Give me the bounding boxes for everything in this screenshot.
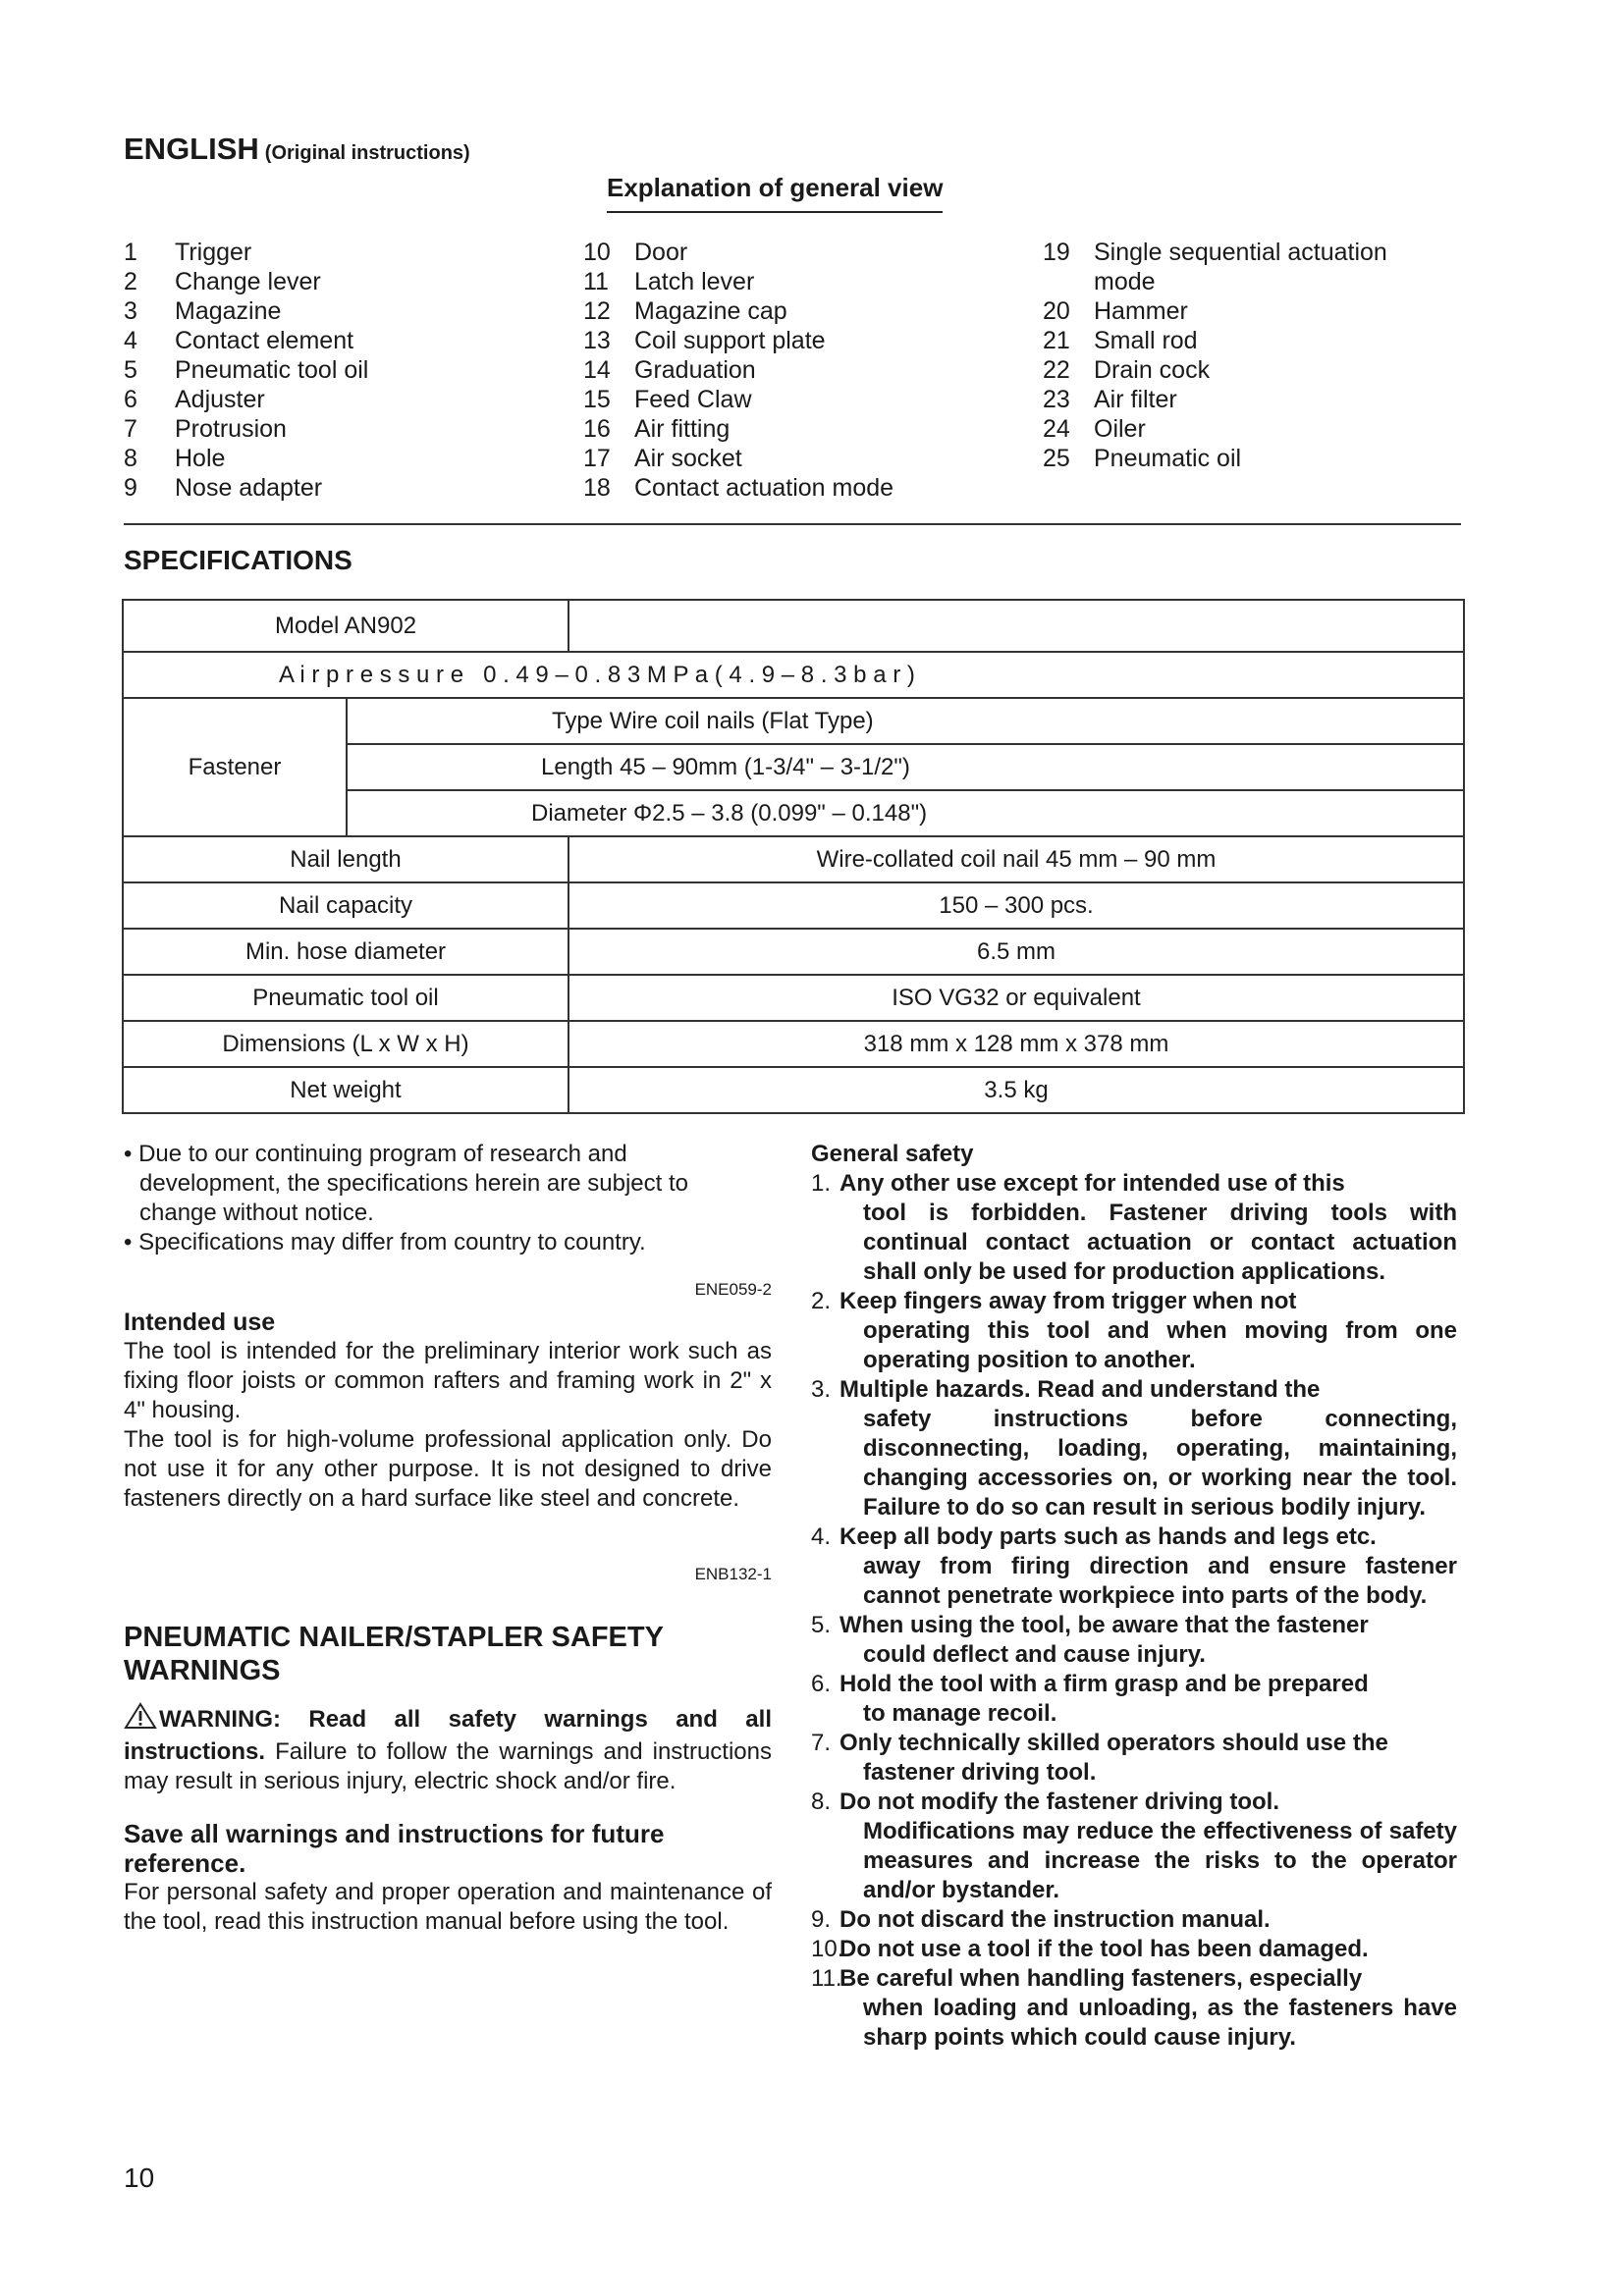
specifications-title: SPECIFICATIONS [124,545,352,575]
intended-use-section [124,1308,772,1514]
spec-note: • Specifications may differ from country to country. [124,1229,646,1255]
general-safety-title: General safety [811,1141,974,1167]
table-row [123,836,1464,882]
legend-item: 8 Hole [124,445,226,472]
list-item: 10. Do not use a tool if the tool has been damaged. [811,1936,1369,1962]
fastener-length-cell: Length 45 – 90mm (1-3/4" – 3-1/2") [347,744,1464,790]
spec-value-cell: 318 mm x 128 mm x 378 mm [568,1021,1464,1067]
table-row [123,652,1464,698]
fastener-label-cell: Fastener [123,698,347,836]
table-row [123,929,1464,975]
save-instructions-text: For personal safety and proper operation and maintenance of the tool, read this instruction manual before using the tool. [124,1879,772,1935]
legend-column-2 [583,238,968,503]
section-divider [124,523,1461,525]
spec-label-cell: Min. hose diameter [123,929,568,975]
spec-value-cell: 3.5 kg [568,1067,1464,1113]
spec-label-cell: Dimensions (L x W x H) [123,1021,568,1067]
legend-item: 1 Trigger [124,239,252,266]
spec-label-cell: Net weight [123,1067,568,1113]
legend-column-1 [124,238,509,503]
legend-item: 18 Contact actuation mode [583,474,894,502]
save-instructions-title: Save all warnings and instructions for future reference. [124,1819,665,1878]
list-item: 2. Keep fingers away from trigger when not operating this tool and when moving from one operating position to another. [811,1288,1457,1373]
warning-triangle-icon [124,1702,157,1737]
page-number: 10 [124,2163,155,2193]
intended-use-title: Intended use [124,1308,276,1336]
warning-paragraph: WARNING: Read all safety warnings and all instructions. Failure to follow the warnings and instructions may result in serious injury, electric shock and/or fire. [124,1702,772,1796]
specifications-table [122,599,1465,1114]
table-row [123,1021,1464,1067]
list-item: 11. Be careful when handling fasteners, especially when loading and unloading, as the fasteners have sharp points which could cause injury. [811,1965,1457,2051]
spec-value-cell: ISO VG32 or equivalent [568,975,1464,1021]
fastener-diameter-cell: Diameter Φ2.5 – 3.8 (0.099" – 0.148") [347,790,1464,836]
legend-item: 5 Pneumatic tool oil [124,356,369,384]
legend-item: 13 Coil support plate [583,327,826,354]
legend-item: 25 Pneumatic oil [1043,445,1242,472]
legend-item: 3 Magazine [124,297,282,325]
general-safety-section [811,1140,1457,2053]
legend-item: 15 Feed Claw [583,386,752,413]
legend-item: 2 Change lever [124,268,321,295]
legend-column-3 [1043,238,1428,473]
spec-notes [124,1140,772,1257]
list-item: 6. Hold the tool with a firm grasp and be prepared to manage recoil. [811,1671,1369,1727]
legend-item: 11 Latch lever [583,268,755,295]
reference-code: ENB132-1 [694,1565,772,1583]
list-item: 8. Do not modify the fastener driving tool. Modifications may reduce the effectiveness of safety measures and increase the risks to the operator and/or bystander. [811,1789,1457,1903]
legend-item: 17 Air socket [583,445,742,472]
list-item: 9. Do not discard the instruction manual. [811,1906,1271,1933]
list-item: 1. Any other use except for intended use of this tool is forbidden. Fastener driving tools with continual contact actuation or contact actuation shall only be used for production applications. [811,1170,1457,1285]
pneumatic-warnings-section [124,1621,772,1937]
language-heading [124,132,470,167]
pneumatic-warnings-title: PNEUMATIC NAILER/STAPLER SAFETY WARNINGS [124,1622,664,1686]
spec-label-cell: Nail capacity [123,882,568,929]
legend-item: 19 Single sequential actuation mode [1043,239,1387,295]
language-label: ENGLISH [124,132,259,166]
legend-item: 16 Air fitting [583,415,731,443]
spec-note: • Due to our continuing program of research and development, the specifications herein are subject to change without notice. [124,1141,688,1226]
table-row [123,882,1464,929]
model-cell: Model AN902 [123,600,568,652]
legend-item: 23 Air filter [1043,386,1177,413]
spec-label-cell: Nail length [123,836,568,882]
air-pressure-cell: A i r p r e s s u r e 0 . 4 9 – 0 . 8 3 M P a ( 4 . 9 – 8 . 3 b a r ) [123,652,1464,698]
legend-item: 24 Oiler [1043,415,1146,443]
table-row [123,600,1464,652]
legend-item: 20 Hammer [1043,297,1188,325]
table-row [123,975,1464,1021]
table-row [123,698,1464,744]
intended-use-text: The tool is for high-volume professional application only. Do not use it for any other purpose. It is not designed to drive fasteners directly on a hard surface like steel and concrete. [124,1426,772,1512]
list-item: 5. When using the tool, be aware that the fastener could deflect and cause injury. [811,1612,1369,1668]
legend-item: 10 Door [583,239,688,266]
legend-item: 12 Magazine cap [583,297,787,325]
list-item: 4. Keep all body parts such as hands and legs etc. away from firing direction and ensure fastener cannot penetrate workpiece into parts of the body. [811,1523,1457,1609]
legend-item: 7 Protrusion [124,415,287,443]
legend-item: 6 Adjuster [124,386,265,413]
intended-use-text: The tool is intended for the preliminary interior work such as fixing floor joists or common rafters and framing work in 2" x 4" housing. [124,1338,772,1423]
language-note: (Original instructions) [264,142,470,164]
legend-item: 4 Contact element [124,327,354,354]
list-item: 3. Multiple hazards. Read and understand the safety instructions before connecting, disconnecting, loading, operating, maintaining, changing accessories on, or working near the tool. Failure to do so can result in serious bodily injury. [811,1376,1457,1521]
list-item: 7. Only technically skilled operators should use the fastener driving tool. [811,1730,1388,1786]
explanation-title: Explanation of general view [607,173,943,213]
spec-value-cell: 6.5 mm [568,929,1464,975]
spec-value-cell: 150 – 300 pcs. [568,882,1464,929]
model-value-cell [568,600,1464,652]
legend-item: 22 Drain cock [1043,356,1211,384]
legend-item: 14 Graduation [583,356,756,384]
spec-label-cell: Pneumatic tool oil [123,975,568,1021]
table-row [123,1067,1464,1113]
fastener-type-cell: Type Wire coil nails (Flat Type) [347,698,1464,744]
legend-item: 21 Small rod [1043,327,1198,354]
spec-value-cell: Wire-collated coil nail 45 mm – 90 mm [568,836,1464,882]
legend-item: 9 Nose adapter [124,474,323,502]
reference-code: ENE059-2 [694,1280,772,1299]
